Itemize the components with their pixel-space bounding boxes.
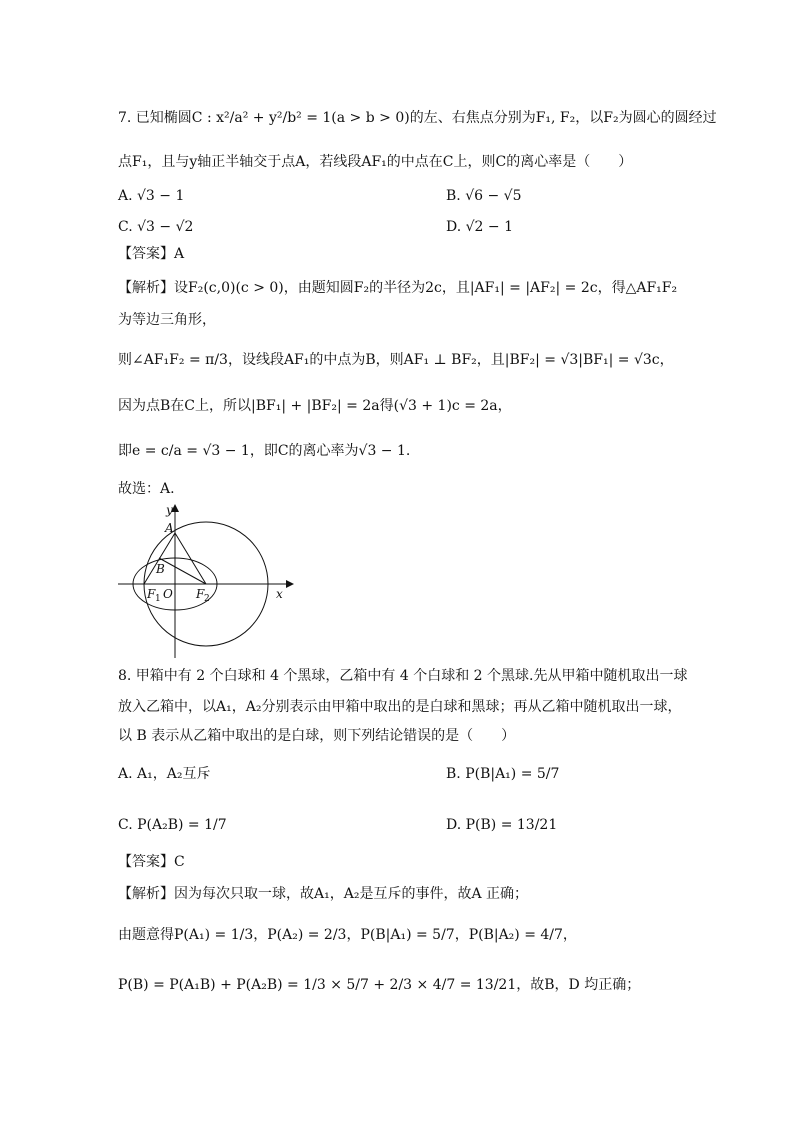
geometry-diagram (118, 500, 298, 660)
q8-stem-line2: 放入乙箱中，以A₁，A₂分别表示由甲箱中取出的是白球和黑球；再从乙箱中随机取出一球， (118, 699, 682, 715)
label-a: A (165, 521, 174, 535)
q8-solution-line3: P(B) = P(A₁B) + P(A₂B) = 1/3 × 5/7 + 2/3 × 4/7 = 13/21，故B，D 均正确； (118, 977, 641, 993)
q7-option-a: A. √3 − 1 (118, 188, 185, 204)
q7-solution-line4: 因为点B在C上，所以|BF₁| + |BF₂| = 2a得(√3 + 1)c = 2a， (118, 398, 512, 414)
q7-answer: 【答案】A (118, 246, 185, 262)
label-f2: F (196, 587, 205, 601)
label-f1-subscript: 1 (155, 594, 161, 604)
q8-stem-line3: 以 B 表示从乙箱中取出的是白球，则下列结论错误的是（ ） (118, 728, 516, 744)
q7-stem-line1: 7. 已知椭圆C : x²/a² + y²/b² = 1(a > b > 0)的左、右焦点分别为F₁, F₂，以F₂为圆心的圆经过 (118, 110, 717, 126)
q8-solution-line2: 由题意得P(A₁) = 1/3，P(A₂) = 2/3，P(B|A₁) = 5/7，P(B|A₂) = 4/7， (118, 927, 577, 943)
q8-option-c: C. P(A₂B) = 1/7 (118, 817, 227, 833)
q7-stem-line2: 点F₁，且与y轴正半轴交于点A，若线段AF₁的中点在C上，则C的离心率是（ ） (118, 154, 633, 170)
segment-bf2 (159, 558, 206, 584)
label-b: B (156, 562, 165, 576)
q7-solution-line2: 为等边三角形， (118, 312, 216, 328)
q8-stem-line1: 8. 甲箱中有 2 个白球和 4 个黑球，乙箱中有 4 个白球和 2 个黑球.先从甲箱中随机取出一球 (118, 668, 688, 684)
ellipse-circle-figure (118, 500, 298, 664)
label-f1: F (147, 587, 156, 601)
q7-solution-line1: 【解析】设F₂(c,0)(c > 0)，由题知圆F₂的半径为2c，且|AF₁| = |AF₂| = 2c，得△AF₁F₂ (118, 280, 678, 296)
q8-option-a: A. A₁，A₂互斥 (118, 766, 211, 782)
q8-answer: 【答案】C (118, 854, 185, 870)
q7-solution-line3: 则∠AF₁F₂ = π/3，设线段AF₁的中点为B，则AF₁ ⊥ BF₂，且|BF₂| = √3|BF₁| = √3c， (118, 352, 674, 368)
label-f2-subscript: 2 (204, 594, 210, 604)
q7-solution-line5: 即e = c/a = √3 − 1，即C的离心率为√3 − 1. (118, 443, 411, 459)
q8-solution-line1: 【解析】因为每次只取一球，故A₁，A₂是互斥的事件，故A 正确； (118, 886, 529, 902)
q8-option-b: B. P(B|A₁) = 5/7 (446, 766, 560, 782)
label-origin: O (163, 587, 173, 601)
q7-solution-line6: 故选：A. (118, 481, 175, 497)
q7-option-b: B. √6 − √5 (446, 188, 522, 204)
q7-option-c: C. √3 − √2 (118, 219, 194, 235)
label-x: x (276, 587, 283, 601)
label-y: y (166, 503, 173, 517)
x-axis-arrow (286, 580, 294, 588)
q7-option-d: D. √2 − 1 (446, 219, 513, 235)
q8-option-d: D. P(B) = 13/21 (446, 817, 558, 833)
